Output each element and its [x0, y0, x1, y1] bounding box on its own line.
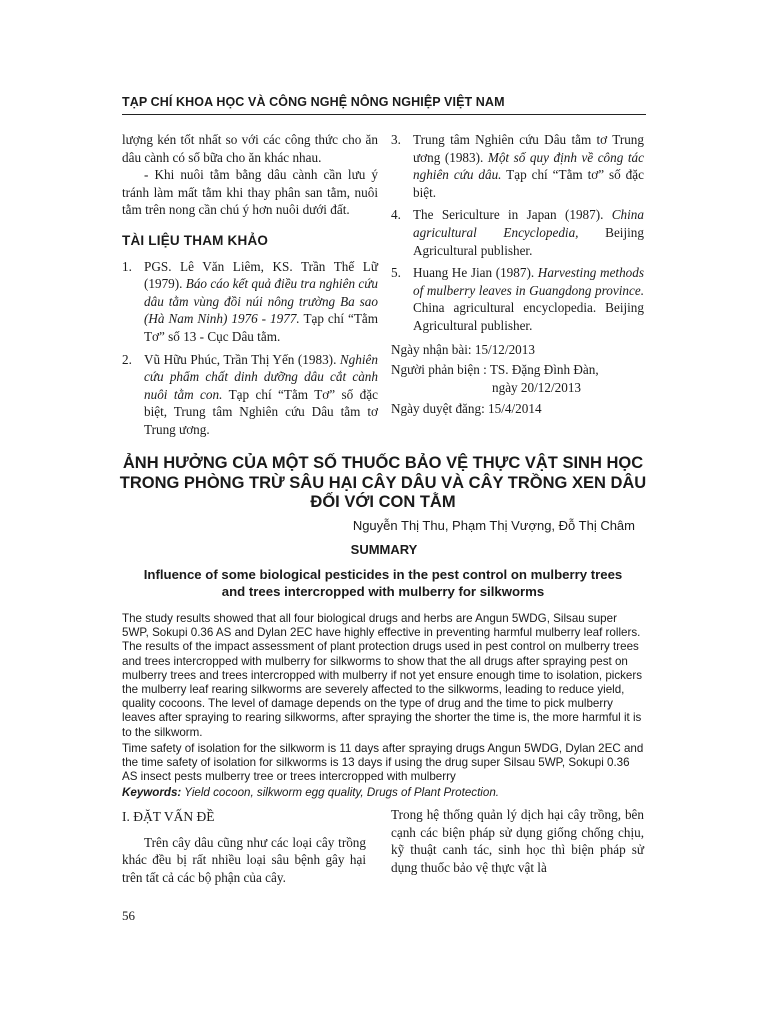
- reference-number: 5.: [391, 265, 401, 281]
- article-metadata: [391, 341, 644, 418]
- reference-item: [391, 206, 644, 259]
- article-title: [110, 454, 656, 513]
- received-date: Ngày nhận bài: 15/12/2013: [391, 341, 535, 357]
- reviewer: Người phản biện : TS. Đặng Đình Đàn,: [391, 362, 599, 378]
- reference-source: China agricultural encyclopedia. Beijing Agricultural publisher.: [413, 300, 644, 333]
- reference-authors: Vũ Hữu Phúc, Trần Thị Yến (1983).: [144, 351, 340, 367]
- introduction-paragraph: Trên cây dâu cũng như các loại cây trồng khác đều bị rất nhiều loại sâu bệnh gây hại trên tất cả các bộ phận của cây.: [122, 834, 366, 885]
- reference-source: Tạp chí “Tằm Tơ” số đặc biệt, Trung tâm Nghiên cứu Dâu tằm tơ Trung ương.: [144, 386, 378, 437]
- left-column: [122, 131, 378, 444]
- reference-number: 1.: [122, 258, 132, 274]
- reference-text: [144, 351, 378, 439]
- journal-header: TẠP CHÍ KHOA HỌC VÀ CÔNG NGHỆ NÔNG NGHIỆP VIỆT NAM: [122, 95, 505, 109]
- reference-title: Nghiên cứu phẩm chất dinh dưỡng dâu cắt cành nuôi tằm con.: [144, 351, 378, 402]
- abstract-paragraph-1: The study results showed that all four biological drugs and herbs are Angun 5WDG, Silsau super 5WP, Sokupi 0.36 AS and Dylan 2EC have highly effective in preventing harmful mulberry leaf rollers. The results of the impact assessment of plant protection drugs used in pest control on mulberry trees and trees intercropped with mulberry for silkworms to show that the all drugs after spraying pest on mulberry trees and trees intercropped with mulberry if not yet ensure enough time to isolation, pickers the mulberry leaf rearing silkworms are severely affected to the silkworms, leading to reduce yield, quality cocoons. The level of damage depends on the type of drug and the time to pick mulberry leaves after spraying to rearing silkworms, after spraying the shorter the time is, the more harmful it is to the silkworm.: [122, 612, 643, 739]
- reference-item: [122, 258, 378, 346]
- conclusion-paragraph-2: - Khi nuôi tằm bằng dâu cành cần lưu ý tránh làm mất tằm khi thay phân san tằm, nuôi tằm trên nong cần chú ý hơn nuôi dưới đất.: [122, 167, 378, 218]
- article-title-line: ẢNH HƯỞNG CỦA MỘT SỐ THUỐC BẢO VỆ THỰC VẬT SINH HỌC: [122, 454, 644, 472]
- review-date: ngày 20/12/2013: [492, 379, 582, 395]
- reference-text: [144, 258, 378, 346]
- references-heading: TÀI LIỆU THAM KHẢO: [122, 232, 269, 248]
- reference-authors: Trung tâm Nghiên cứu Dâu tằm tơ Trung ương (1983).: [413, 132, 644, 165]
- keywords-label: Keywords:: [122, 786, 182, 800]
- summary-heading: SUMMARY: [350, 542, 418, 557]
- reference-text: [413, 206, 644, 259]
- reference-authors: The Sericulture in Japan (1987).: [413, 207, 612, 223]
- reference-authors: Huang He Jian (1987).: [413, 265, 538, 281]
- reference-title: Báo cáo kết quả điều tra nghiên cứu dâu tằm vùng đồi núi nông trường Ba sao (Hà Nam Ninh) 1976 - 1977.: [144, 276, 378, 327]
- reference-title: Harvesting methods of mulberry leaves in Guangdong province.: [413, 265, 644, 298]
- introduction-right: [391, 806, 644, 876]
- keywords: [122, 786, 646, 800]
- right-column: [391, 131, 644, 421]
- english-title: [110, 567, 656, 600]
- reference-text: [413, 264, 644, 334]
- reference-title: Một số quy định về công tác nghiên cứu dâu.: [413, 149, 644, 183]
- abstract: [122, 612, 646, 803]
- article-title-line: ĐỐI VỚI CON TẰM: [310, 493, 456, 511]
- article-title-line: TRONG PHÒNG TRỪ SÂU HẠI CÂY DÂU VÀ CÂY TRỒNG XEN DÂU: [119, 473, 647, 492]
- keywords-list: Yield cocoon, silkworm egg quality, Drugs of Plant Protection.: [181, 786, 499, 800]
- introduction-left: [122, 808, 366, 886]
- reference-number: 3.: [391, 132, 401, 147]
- reference-title: China agricultural Encyclopedia,: [413, 207, 644, 240]
- reference-number: 4.: [391, 207, 401, 223]
- introduction-continuation: Trong hệ thống quản lý dịch hại cây trồng, bên cạnh các biện pháp sử dụng giống chống chịu, kỹ thuật canh tác, sinh học thì biện pháp sử dụng thuốc bảo vệ thực vật là: [391, 807, 644, 875]
- reference-item: [391, 131, 644, 201]
- abstract-paragraph-2: Time safety of isolation for the silkworm is 11 days after spraying drugs Angun 5WDG, Dylan 2EC and the time safety of isolation for silkworms is 13 days if using the drug super Silsau 5WP, Sokupi 0.36 AS insect pests mulberry tree or trees intercropped with mulberry: [122, 741, 644, 784]
- header-rule: [122, 114, 646, 115]
- authors: Nguyễn Thị Thu, Phạm Thị Vượng, Đỗ Thị Châm: [352, 518, 635, 533]
- english-title-line: and trees intercropped with mulberry for silkworms: [221, 583, 545, 599]
- conclusion-paragraph-1: lượng kén tốt nhất so với các công thức cho ăn dâu cành có số bữa cho ăn khác nhau.: [122, 132, 378, 165]
- page-number: 56: [122, 908, 135, 923]
- reference-item: [122, 351, 378, 439]
- reference-source: Beijing Agricultural publisher.: [413, 224, 644, 258]
- reference-item: [391, 264, 644, 334]
- reference-authors: PGS. Lê Văn Liêm, KS. Trần Thế Lữ (1979).: [144, 258, 378, 292]
- approved-date: Ngày duyệt đăng: 15/4/2014: [391, 401, 542, 417]
- reference-source: Tạp chí “Tằm Tơ” số 13 - Cục Dâu tằm.: [144, 311, 378, 344]
- section-heading: I. ĐẶT VẤN ĐỀ: [122, 809, 215, 824]
- english-title-line: Influence of some biological pesticides in the pest control on mulberry trees: [143, 567, 623, 582]
- reference-source: Tạp chí “Tằm tơ” số đặc biệt.: [413, 167, 644, 200]
- reference-number: 2.: [122, 351, 132, 367]
- reference-text: [413, 131, 644, 201]
